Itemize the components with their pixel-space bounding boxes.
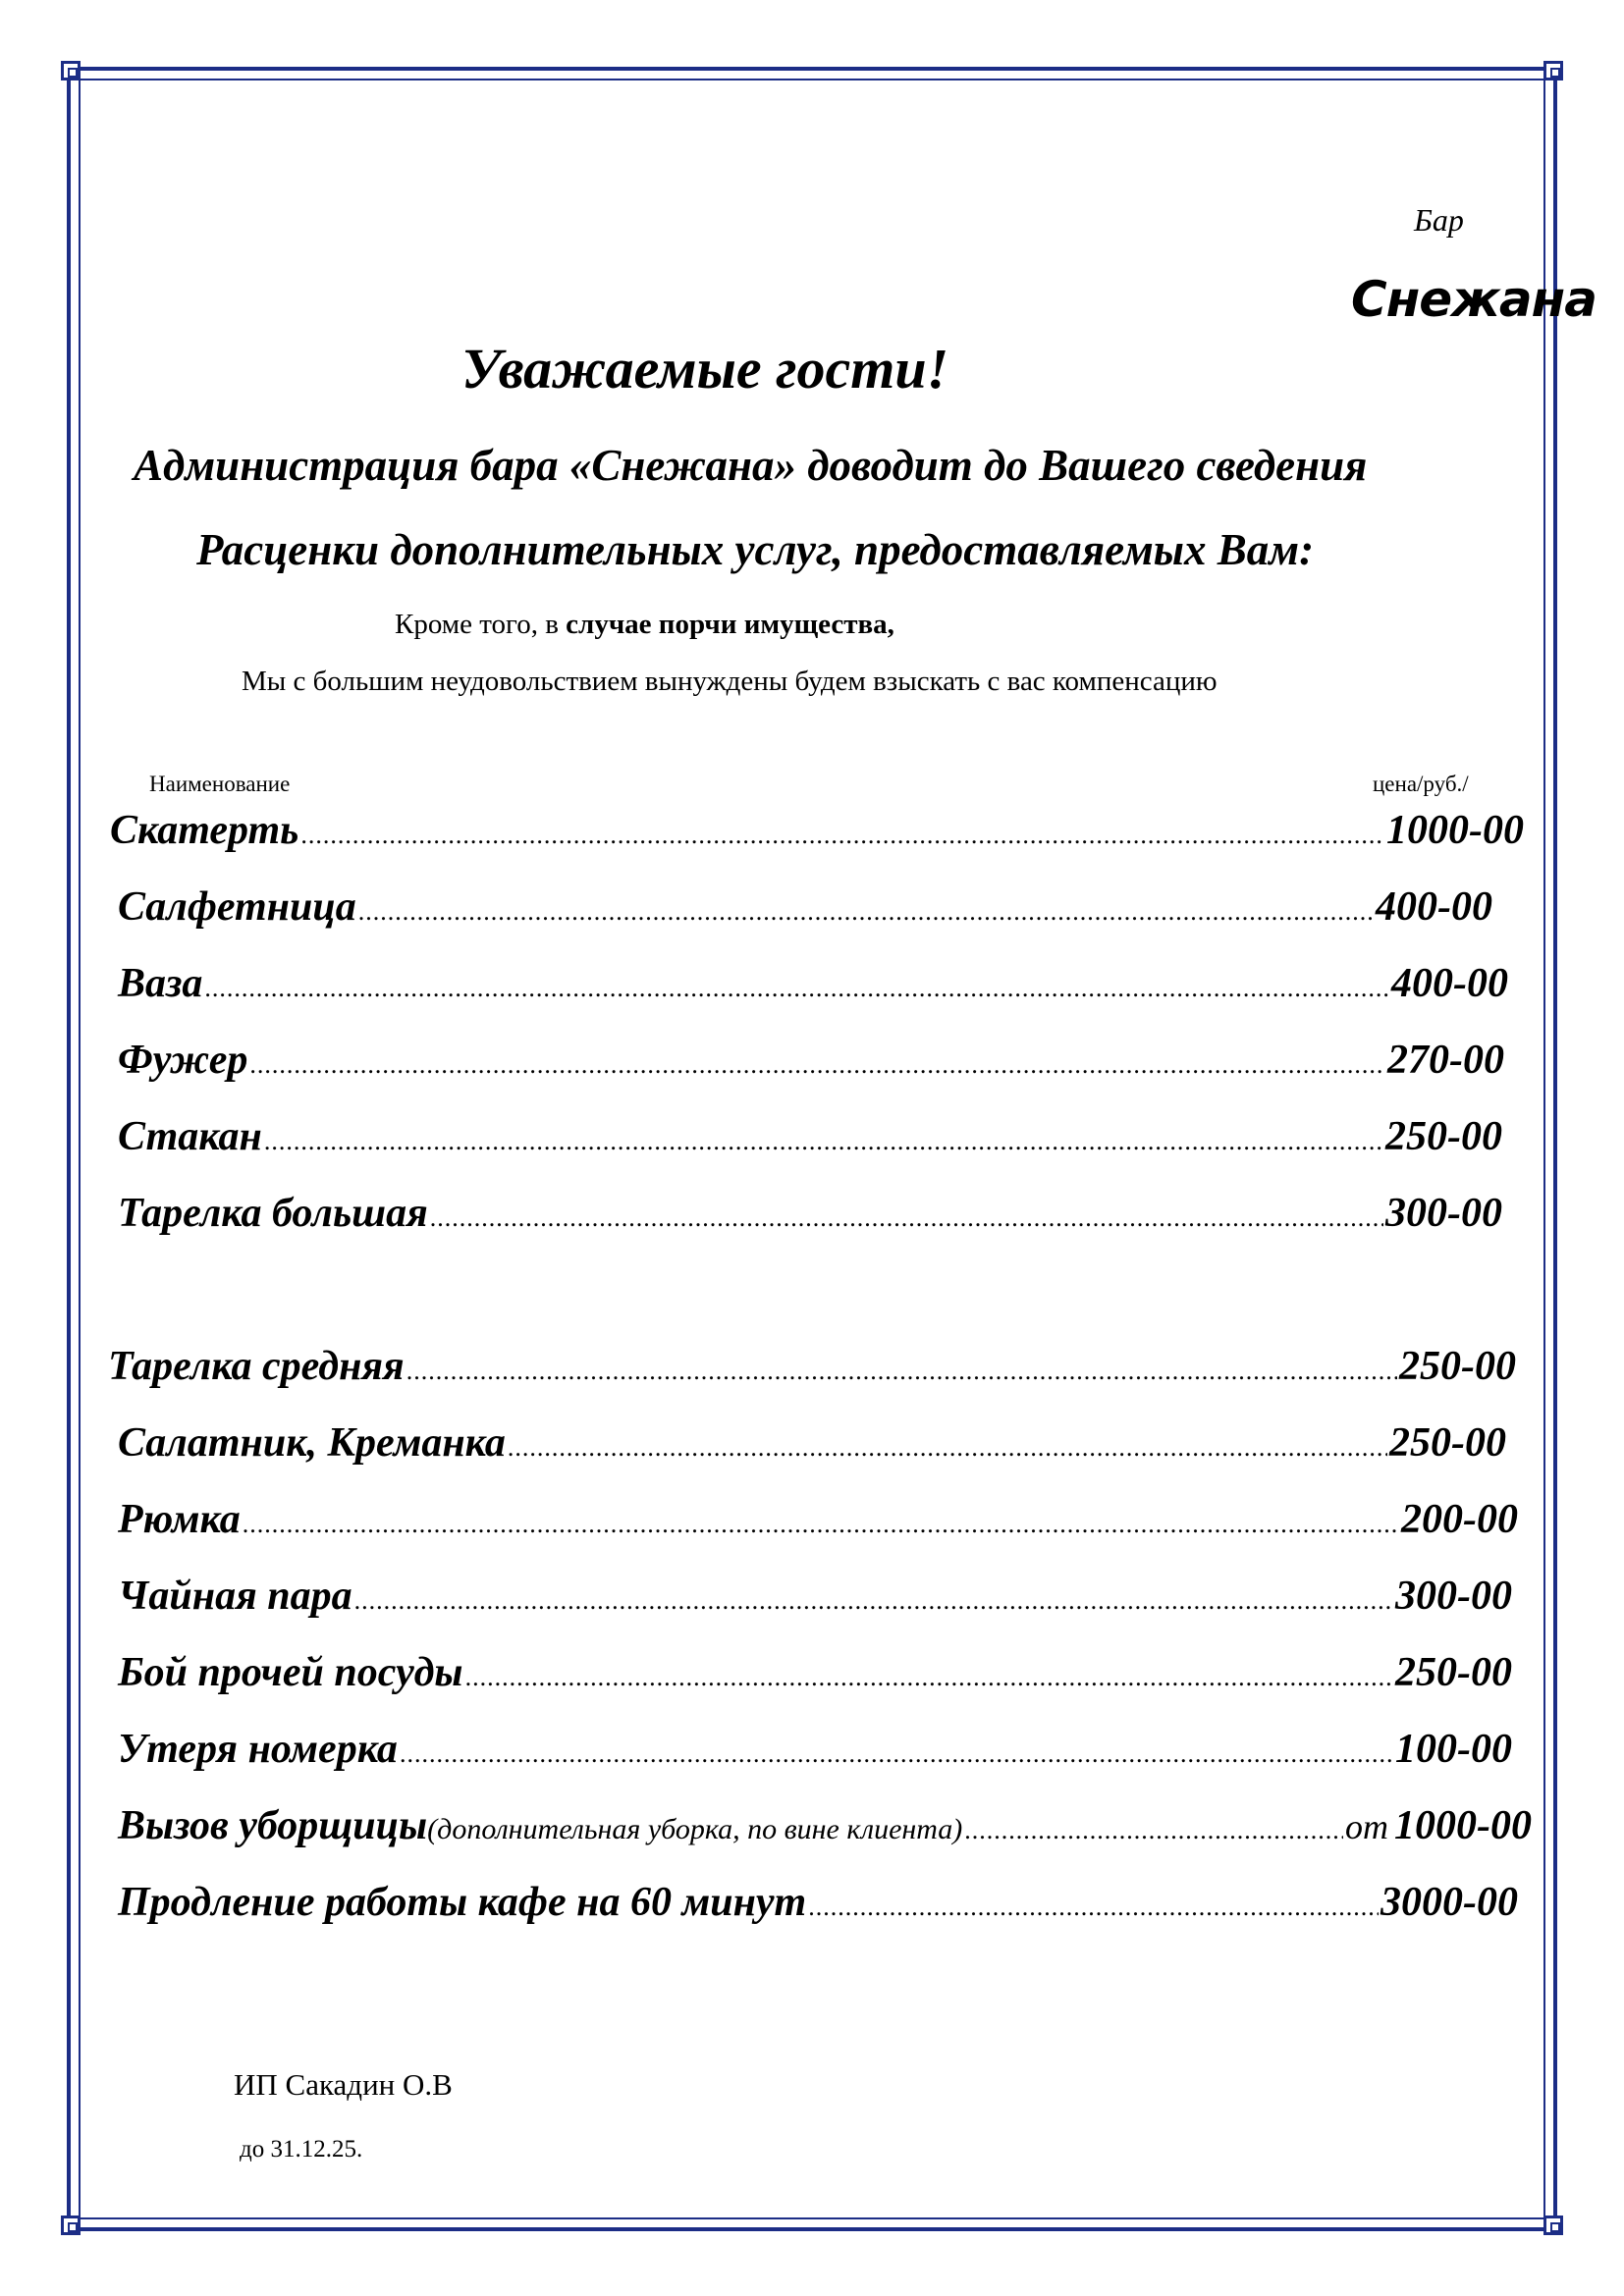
price-row xyxy=(118,1802,1532,1857)
dot-leader xyxy=(964,1816,1343,1845)
item-name: Вызов уборщицы xyxy=(118,1803,428,1848)
dot-leader xyxy=(264,1127,1383,1156)
border-corner-ornament xyxy=(61,2216,81,2235)
dot-leader xyxy=(358,897,1374,927)
price-prefix: от xyxy=(1345,1807,1388,1846)
item-note: (дополнительная уборка, по вине клиента) xyxy=(427,1813,963,1845)
dot-leader xyxy=(430,1203,1383,1233)
dot-leader xyxy=(465,1663,1393,1692)
dot-leader xyxy=(204,974,1389,1003)
price-row xyxy=(118,1573,1512,1628)
item-name: Утеря номерка xyxy=(118,1727,398,1772)
item-name: Салфетница xyxy=(118,884,356,930)
damage-note-text: Кроме того, в xyxy=(395,609,567,640)
item-name: Рюмка xyxy=(118,1497,241,1542)
price-row xyxy=(108,1343,1516,1398)
price-row xyxy=(118,883,1492,938)
price-row xyxy=(118,1037,1504,1092)
dot-leader xyxy=(300,821,1384,850)
item-price: 250-00 xyxy=(1395,1650,1512,1695)
dot-leader xyxy=(400,1739,1393,1769)
column-header-price: цена/руб./ xyxy=(1373,772,1469,796)
item-name: Фужер xyxy=(118,1038,248,1083)
item-name: Ваза xyxy=(118,961,203,1006)
greeting-heading: Уважаемые гости! xyxy=(461,337,949,400)
dot-leader xyxy=(249,1050,1385,1080)
item-name: Чайная пара xyxy=(118,1574,352,1619)
item-name: Скатерть xyxy=(110,808,299,853)
border-corner-ornament xyxy=(61,61,81,80)
dot-leader xyxy=(354,1586,1393,1616)
dot-leader xyxy=(406,1357,1397,1386)
item-price: 250-00 xyxy=(1389,1420,1506,1466)
price-row xyxy=(118,1113,1502,1168)
price-row xyxy=(118,960,1508,1015)
column-header-name: Наименование xyxy=(149,772,291,796)
price-list-subtitle: Расценки дополнительных услуг, предоставляемых Вам: xyxy=(196,525,1315,574)
item-price: 1000-00 xyxy=(1386,808,1524,853)
damage-note xyxy=(395,609,894,641)
item-price: 270-00 xyxy=(1387,1038,1504,1083)
announcement-heading: Администрация бара «Снежана» доводит до Вашего сведения xyxy=(134,441,1368,490)
item-price: 300-00 xyxy=(1385,1191,1502,1236)
price-row xyxy=(118,1649,1512,1704)
price-row xyxy=(110,807,1524,862)
item-price: 250-00 xyxy=(1385,1114,1502,1159)
dot-leader xyxy=(508,1433,1387,1463)
price-row xyxy=(118,1190,1502,1245)
item-name: Салатник, Креманка xyxy=(118,1420,506,1466)
signature-line: ИП Сакадин О.В xyxy=(234,2067,453,2102)
price-row xyxy=(118,1419,1506,1474)
price-row xyxy=(118,1496,1518,1551)
bar-label: Бар xyxy=(1414,202,1464,238)
border-corner-ornament xyxy=(1543,2216,1563,2235)
item-name: Стакан xyxy=(118,1114,262,1159)
item-name: Продление работы кафе на 60 минут xyxy=(118,1880,807,1925)
item-name: Тарелка большая xyxy=(118,1191,428,1236)
dot-leader xyxy=(808,1893,1379,1922)
item-price: 250-00 xyxy=(1399,1344,1516,1389)
item-price: 1000-00 xyxy=(1394,1803,1532,1848)
damage-note-emphasis: случае порчи имущества, xyxy=(566,609,894,640)
item-price: 3000-00 xyxy=(1380,1880,1518,1925)
item-price: 400-00 xyxy=(1391,961,1508,1006)
dot-leader xyxy=(243,1510,1399,1539)
item-price: 100-00 xyxy=(1395,1727,1512,1772)
valid-until-date: до 31.12.25. xyxy=(240,2136,363,2163)
item-name: Бой прочей посуды xyxy=(118,1650,463,1695)
item-price: 300-00 xyxy=(1395,1574,1512,1619)
price-row xyxy=(118,1726,1512,1781)
price-row xyxy=(118,1879,1518,1934)
border-corner-ornament xyxy=(1543,61,1563,80)
bar-name: Снежана xyxy=(1351,271,1597,328)
compensation-note: Мы с большим неудовольствием вынуждены будем взыскать с вас компенсацию xyxy=(242,666,1218,697)
item-price: 400-00 xyxy=(1376,884,1492,930)
item-name: Тарелка средняя xyxy=(108,1344,405,1389)
item-price: 200-00 xyxy=(1401,1497,1518,1542)
